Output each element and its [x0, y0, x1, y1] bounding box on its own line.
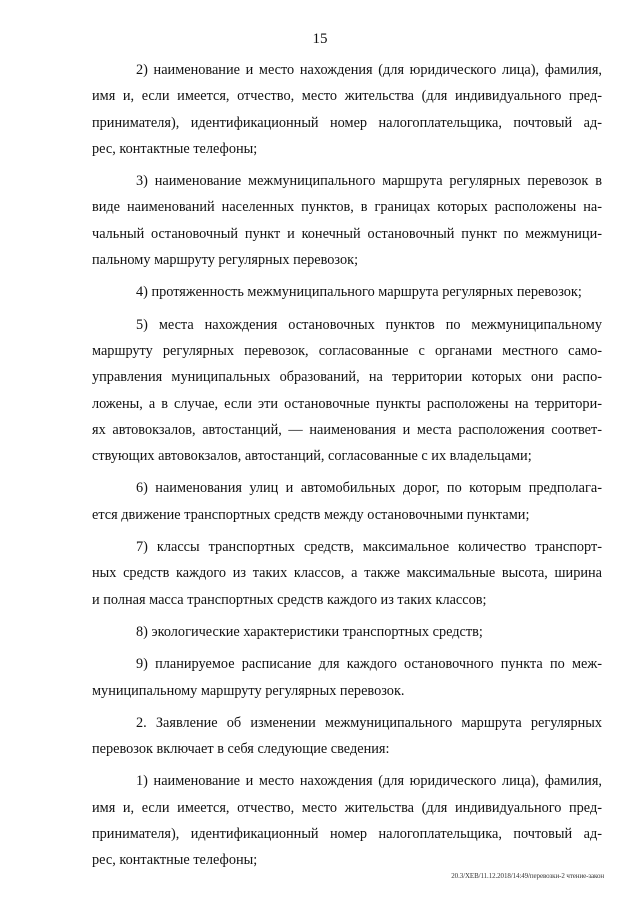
paragraph-line: маршруту регулярных перевозок, согласованные с органами местного само- [92, 342, 602, 359]
paragraph-p4 [92, 312, 602, 470]
paragraph-line: перевозок включает в себя следующие сведения: [92, 741, 390, 758]
page-number: 15 [312, 31, 328, 47]
paragraph-line: ствующих автовокзалов, автостанций, согласованные с их владельцами; [92, 448, 532, 465]
paragraph-p10 [92, 768, 602, 873]
paragraph-p2 [92, 168, 602, 273]
paragraph-line: 2) наименование и место нахождения (для юридического лица), фамилия, [136, 62, 602, 78]
paragraph-p8 [92, 651, 602, 704]
paragraph-line: рес, контактные телефоны; [92, 852, 258, 869]
paragraph-line: рес, контактные телефоны; [92, 140, 258, 157]
footer-note: 20.3/ХЕВ/11.12.2018/14:49/перевозки-2 чтение-закон [451, 872, 604, 880]
paragraph-line: принимателя), идентификационный номер налогоплательщика, почтовый ад- [92, 826, 602, 843]
paragraph-line: принимателя), идентификационный номер налогоплательщика, почтовый ад- [92, 114, 602, 131]
paragraph-line: чальный остановочный пункт и конечный остановочный пункт по межмуници- [92, 225, 602, 242]
paragraph-line: 8) экологические характеристики транспортных средств; [136, 623, 483, 640]
paragraph-line: имя и, если имеется, отчество, место жительства (для индивидуального пред- [92, 799, 602, 816]
paragraph-line: 2. Заявление об изменении межмуниципального маршрута регулярных [136, 714, 602, 731]
paragraph-line: 6) наименования улиц и автомобильных дорог, по которым предполага- [136, 480, 602, 497]
document-body [92, 57, 602, 874]
paragraph-line: пальному маршруту регулярных перевозок; [92, 252, 359, 269]
paragraph-p3 [92, 279, 602, 305]
paragraph-line: управления муниципальных образований, на территории которых они распо- [92, 369, 602, 386]
paragraph-line: имя и, если имеется, отчество, место жительства (для индивидуального пред- [92, 88, 602, 105]
paragraph-line: и полная масса транспортных средств каждого из таких классов; [92, 591, 487, 608]
paragraph-p9 [92, 710, 602, 763]
paragraph-p7 [92, 619, 602, 645]
paragraph-line: ных средств каждого из таких классов, а также максимальные высота, ширина [92, 565, 602, 582]
paragraph-p1 [92, 57, 602, 162]
paragraph-line: 9) планируемое расписание для каждого остановочного пункта по меж- [136, 656, 602, 673]
paragraph-p5 [92, 475, 602, 528]
paragraph-p6 [92, 534, 602, 613]
paragraph-line: 3) наименование межмуниципального маршрута регулярных перевозок в [136, 173, 602, 190]
paragraph-line: ях автовокзалов, автостанций, — наименования и места расположения соответ- [92, 421, 602, 438]
paragraph-line: ложены, а в случае, если эти остановочные пункты расположены на территори- [92, 395, 602, 412]
paragraph-line: 4) протяженность межмуниципального маршрута регулярных перевозок; [136, 284, 582, 301]
paragraph-line: муниципальному маршруту регулярных перевозок. [92, 682, 405, 699]
paragraph-line: 1) наименование и место нахождения (для юридического лица), фамилия, [136, 773, 602, 790]
paragraph-line: виде наименований населенных пунктов, в границах которых расположены на- [92, 199, 602, 216]
paragraph-line: 5) места нахождения остановочных пунктов по межмуниципальному [136, 316, 602, 333]
paragraph-line: ется движение транспортных средств между остановочными пунктами; [92, 506, 530, 523]
paragraph-line: 7) классы транспортных средств, максимальное количество транспорт- [136, 539, 602, 556]
